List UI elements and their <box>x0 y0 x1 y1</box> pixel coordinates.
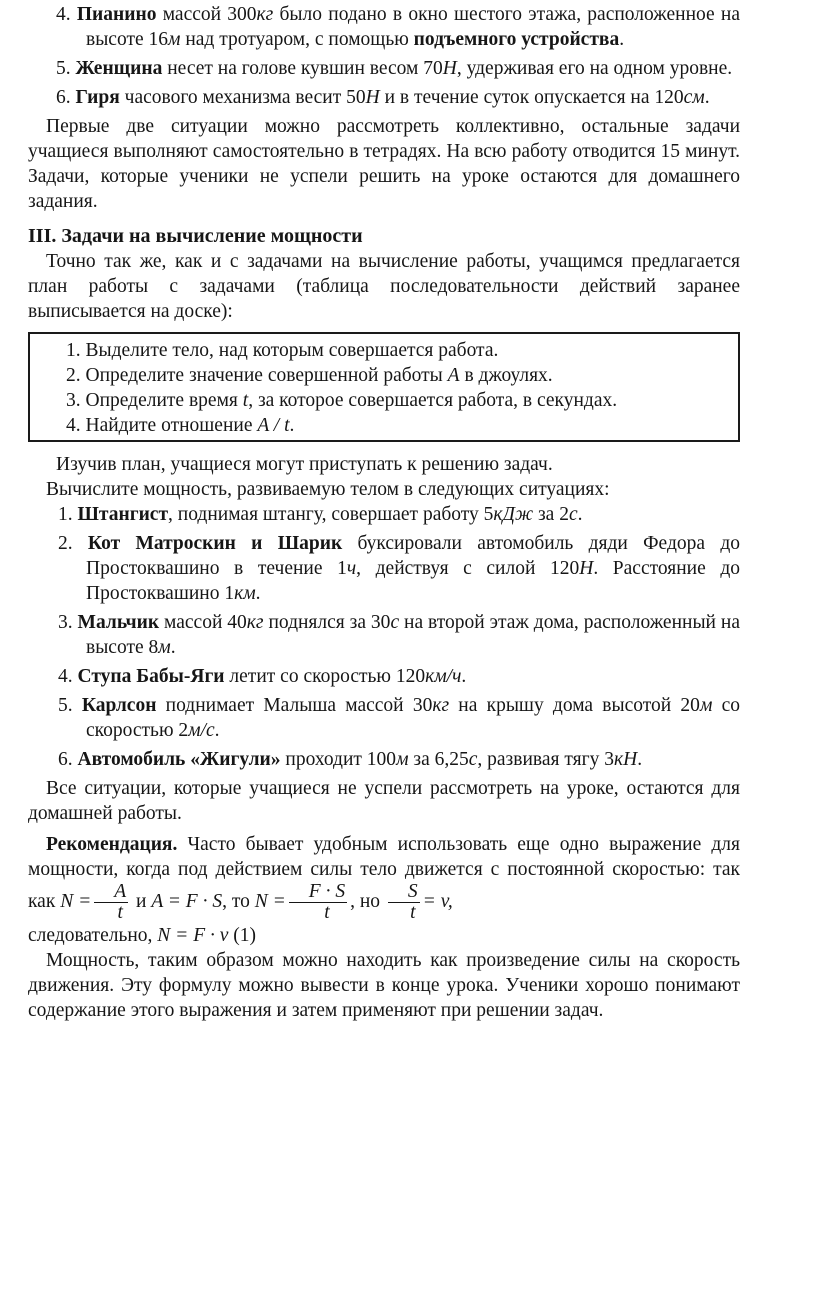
list-item: 5. Женщина несет на голове кувшин весом 70Н, удерживая его на одном уровне. <box>56 58 733 79</box>
fraction-s-over-t: $\frac{S}{t}$ <box>388 882 420 923</box>
task-item: 5. Карлсон поднимает Малыша массой 30кг на крышу дома высотой 20м со скоростью 2м/с. <box>58 695 741 741</box>
task-item: 6. Автомобиль «Жигули» проходит 100м за 6,25с, развивая тягу 3кН. <box>58 749 643 770</box>
task-item: 3. Мальчик массой 40кг поднялся за 30с на второй этаж дома, расположенный на высоте 8м. <box>58 612 740 658</box>
paragraph: Вычислите мощность, развиваемую телом в следующих ситуациях: <box>46 479 610 500</box>
formula-line: следовательно, N = F · v (1) <box>28 925 257 946</box>
text-column <box>28 2 740 1023</box>
plan-step: 1. Выделите тело, над которым совершается работа. <box>66 340 499 361</box>
paragraph: Точно так же, как и с задачами на вычисление работы, учащимся предлагается план работы с задачами (таблица последовательности действий заранее выписывается на доске): <box>28 251 740 322</box>
paragraph: Первые две ситуации можно рассмотреть коллективно, остальные задачи учащиеся выполняют самостоятельно в тетрадях. На всю работу отводится 15 минут. Задачи, которые ученики не успели решить на уроке остаются для домашнего задания. <box>28 116 740 212</box>
plan-step: 4. Найдите отношение A / t. <box>66 415 295 436</box>
paragraph: Мощность, таким образом можно находить как произведение силы на скорость движения. Эту формулу можно вывести в конце урока. Ученики хорошо понимают содержание этого выражения и затем применяют при решении задач. <box>28 950 740 1021</box>
task-item: 1. Штангист, поднимая штангу, совершает работу 5кДж за 2с. <box>58 504 583 525</box>
paragraph: Все ситуации, которые учащиеся не успели рассмотреть на уроке, остаются для домашней работы. <box>28 778 740 824</box>
task-item: 4. Ступа Бабы-Яги летит со скоростью 120км/ч. <box>58 666 467 687</box>
paragraph: Изучив план, учащиеся могут приступать к решению задач. <box>56 454 553 475</box>
recommendation-paragraph: Рекомендация. Часто бывает удобным использовать еще одно выражение для мощности, когда под действием силы тело движется с постоянной скоростью: так как N = $\frac{A}{t}$ и A = F · S, то N = $\frac{F \cdot S}{t}$ , но $\frac{S}{t}$ = v, <box>28 834 740 923</box>
section-heading: III. Задачи на вычисление мощности <box>28 225 363 247</box>
list-item: 4. Пианино массой 300кг было подано в окно шестого этажа, расположенное на высоте 16м над тротуаром, с помощью подъемного устройства. <box>56 4 740 50</box>
plan-box <box>28 332 740 442</box>
fraction-a-over-t: $\frac{A}{t}$ <box>94 882 128 923</box>
task-item: 2. Кот Матроскин и Шарик буксировали автомобиль дяди Федора до Простоквашино в течение 1ч, действуя с силой 120Н. Расстояние до Простоквашино 1км. <box>58 533 740 604</box>
plan-step: 3. Определите время t, за которое совершается работа, в секундах. <box>66 390 618 411</box>
list-item: 6. Гиря часового механизма весит 50Н и в течение суток опускается на 120см. <box>56 87 710 108</box>
plan-step: 2. Определите значение совершенной работы A в джоулях. <box>66 365 553 386</box>
fraction-fs-over-t: $\frac{F \cdot S}{t}$ <box>289 882 347 923</box>
